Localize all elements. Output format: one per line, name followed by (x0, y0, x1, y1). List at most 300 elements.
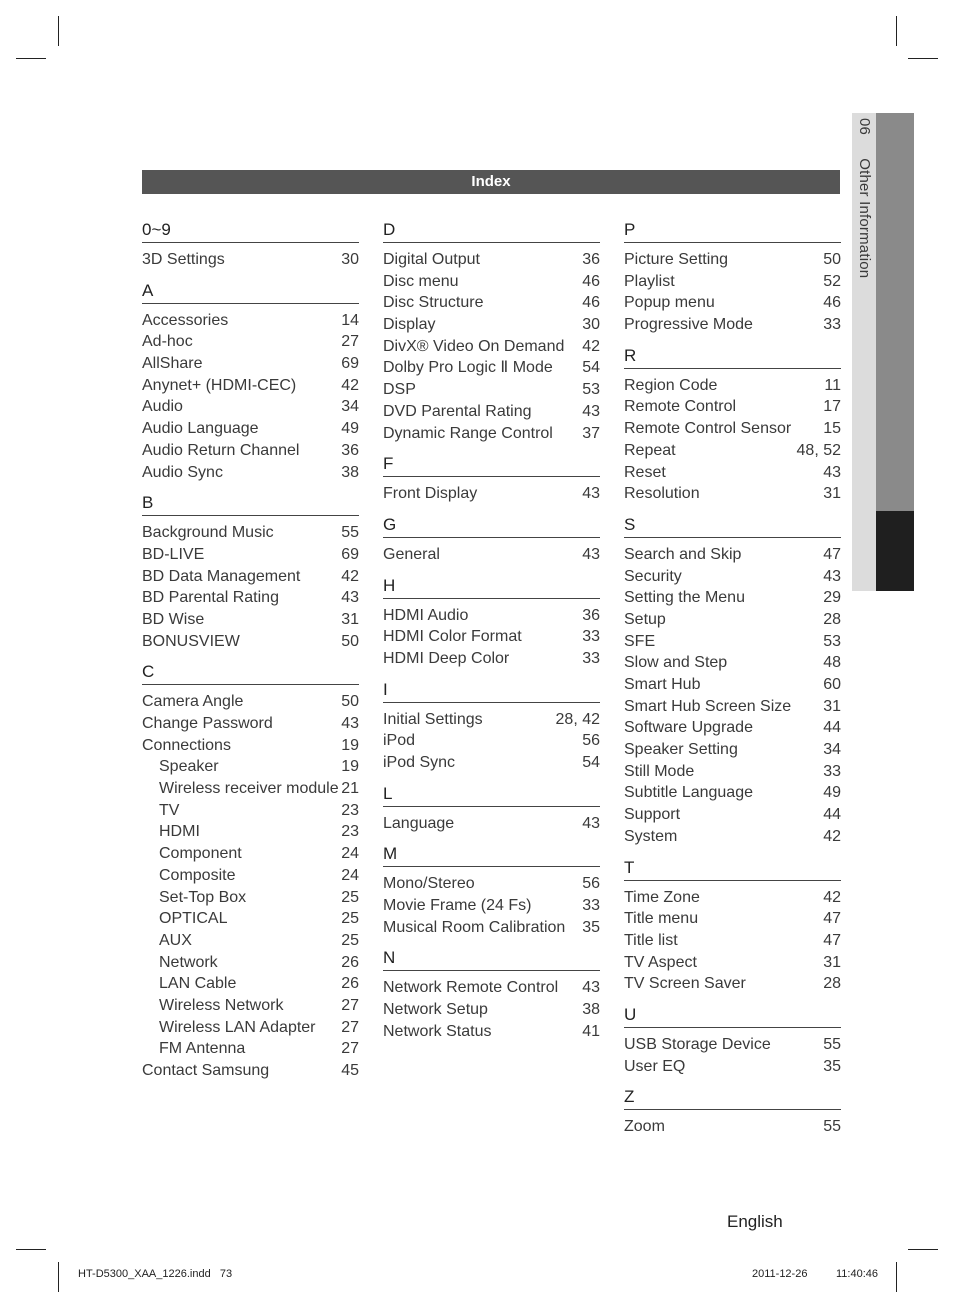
entry-term: Still Mode (624, 762, 695, 780)
entry-page-number: 43 (582, 485, 600, 503)
index-entry (624, 544, 841, 566)
entry-term: Network Remote Control (383, 979, 559, 997)
index-entry (383, 917, 600, 939)
entry-term: DivX® Video On Demand (383, 337, 565, 355)
footer-time: 11:40:46 (836, 1268, 879, 1280)
entry-page-number: 23 (341, 801, 359, 819)
crop-mark (58, 16, 59, 46)
index-section (624, 856, 841, 995)
entry-page-number: 50 (341, 693, 359, 711)
section-letter: B (142, 491, 359, 516)
index-entry (142, 396, 359, 418)
entry-page-number: 42 (582, 337, 600, 355)
entry-page-number: 46 (823, 294, 841, 312)
entry-page-number: 56 (582, 732, 600, 750)
entry-term: Audio Return Channel (142, 441, 300, 459)
entry-term: USB Storage Device (624, 1035, 771, 1053)
index-entry (142, 375, 359, 397)
entry-term: Search and Skip (624, 545, 742, 563)
entry-term: Anynet+ (HDMI-CEC) (142, 376, 297, 394)
entry-term: Set-Top Box (159, 888, 247, 906)
entry-page-number: 37 (582, 424, 600, 442)
index-entry (142, 587, 359, 609)
index-section (383, 452, 600, 505)
entry-term: Setting the Menu (624, 589, 745, 607)
entry-page-number: 24 (341, 845, 359, 863)
entry-term: AllShare (142, 355, 203, 373)
index-entry (142, 713, 359, 735)
index-section (624, 513, 841, 848)
index-entry (383, 271, 600, 293)
entry-page-number: 31 (823, 697, 841, 715)
index-header-bar (142, 170, 840, 194)
entry-page-number: 31 (823, 485, 841, 503)
entry-page-number: 30 (582, 316, 600, 334)
entry-page-number: 29 (823, 589, 841, 607)
entry-page-number: 42 (341, 567, 359, 585)
index-entry (624, 973, 841, 995)
entry-term: Smart Hub Screen Size (624, 697, 792, 715)
entry-term: Time Zone (624, 888, 700, 906)
index-section (383, 678, 600, 774)
entry-page-number: 42 (823, 827, 841, 845)
entry-page-number: 48, 52 (796, 441, 841, 459)
entry-page-number: 43 (341, 589, 359, 607)
entry-page-number: 43 (582, 814, 600, 832)
index-entry (142, 609, 359, 631)
section-letter: I (383, 678, 600, 703)
section-letter: G (383, 513, 600, 538)
entry-page-number: 27 (341, 333, 359, 351)
entry-term: Setup (624, 610, 666, 628)
entry-page-number: 17 (823, 398, 841, 416)
index-entry (383, 813, 600, 835)
entry-term: User EQ (624, 1057, 686, 1075)
section-letter: 0~9 (142, 218, 359, 243)
section-letter: Z (624, 1085, 841, 1110)
index-entry (624, 739, 841, 761)
section-letter: M (383, 842, 600, 867)
entry-term: Disc menu (383, 272, 459, 290)
entry-term: BONUSVIEW (142, 632, 240, 650)
chapter-number: 06 (856, 118, 873, 136)
entry-term: Dynamic Range Control (383, 424, 553, 442)
index-entry (383, 379, 600, 401)
index-subentry (142, 887, 359, 909)
entry-page-number: 49 (823, 784, 841, 802)
section-letter: D (383, 218, 600, 243)
index-entry (383, 626, 600, 648)
entry-page-number: 47 (823, 545, 841, 563)
index-entry (624, 952, 841, 974)
entry-term: Wireless LAN Adapter (159, 1018, 316, 1036)
entry-page-number: 46 (582, 294, 600, 312)
index-entry (624, 717, 841, 739)
entry-page-number: 69 (341, 355, 359, 373)
index-entry (383, 423, 600, 445)
entry-page-number: 54 (582, 359, 600, 377)
entry-page-number: 33 (582, 628, 600, 646)
section-letter: U (624, 1003, 841, 1028)
entry-page-number: 36 (582, 606, 600, 624)
entry-page-number: 53 (582, 381, 600, 399)
index-entry (624, 418, 841, 440)
entry-term: General (383, 545, 440, 563)
entry-term: Support (624, 806, 681, 824)
entry-term: Disc Structure (383, 294, 484, 312)
crop-mark (896, 16, 897, 46)
index-section (142, 491, 359, 652)
entry-page-number: 11 (824, 376, 841, 394)
entry-term: BD Parental Rating (142, 589, 279, 607)
entry-term: Title list (624, 931, 678, 949)
index-section (624, 218, 841, 336)
entry-term: Network (159, 953, 218, 971)
entry-page-number: 26 (341, 953, 359, 971)
entry-term: DSP (383, 381, 416, 399)
entry-page-number: 53 (823, 632, 841, 650)
index-entry (383, 873, 600, 895)
index-entry (624, 696, 841, 718)
entry-page-number: 27 (341, 996, 359, 1014)
index-entry (624, 1056, 841, 1078)
section-letter: P (624, 218, 841, 243)
index-entry (142, 310, 359, 332)
entry-term: BD Data Management (142, 567, 301, 585)
index-entry (624, 804, 841, 826)
entry-term: OPTICAL (159, 910, 228, 928)
entry-term: Smart Hub (624, 676, 701, 693)
entry-term: AUX (159, 931, 192, 949)
index-entry (142, 462, 359, 484)
entry-term: Wireless Network (159, 996, 284, 1014)
entry-page-number: 30 (341, 251, 359, 268)
entry-page-number: 55 (823, 1035, 841, 1053)
entry-page-number: 36 (582, 251, 600, 268)
index-subentry (142, 952, 359, 974)
entry-term: Security (624, 567, 682, 585)
section-letter: A (142, 279, 359, 304)
index-entry (383, 1021, 600, 1043)
index-entry (383, 483, 600, 505)
index-entry (624, 462, 841, 484)
crop-mark (896, 1262, 897, 1292)
crop-mark (908, 1249, 938, 1250)
entry-term: TV Aspect (624, 953, 697, 971)
entry-term: HDMI Deep Color (383, 649, 510, 667)
entry-page-number: 42 (341, 376, 359, 394)
index-entry (624, 782, 841, 804)
section-letter: L (383, 782, 600, 807)
entry-term: Ad-hoc (142, 333, 193, 351)
index-entry (624, 887, 841, 909)
index-entry (383, 648, 600, 670)
entry-term: Zoom (624, 1118, 665, 1136)
index-section (383, 218, 600, 444)
index-column-1 (142, 218, 359, 1090)
entry-term: Speaker Setting (624, 741, 738, 759)
index-entry (624, 375, 841, 397)
index-entry (624, 249, 841, 271)
entry-page-number: 43 (582, 402, 600, 420)
entry-page-number: 33 (582, 649, 600, 667)
entry-page-number: 36 (341, 441, 359, 459)
index-subentry (142, 821, 359, 843)
entry-page-number: 28, 42 (555, 710, 600, 728)
index-entry (142, 331, 359, 353)
entry-term: SFE (624, 632, 656, 650)
crop-mark (58, 1262, 59, 1292)
entry-term: Slow and Step (624, 654, 728, 672)
entry-term: Remote Control (624, 398, 737, 416)
entry-page-number: 69 (341, 545, 359, 563)
index-entry (142, 566, 359, 588)
entry-page-number: 60 (823, 676, 841, 693)
entry-page-number: 31 (823, 953, 841, 971)
footer-date: 2011-12-26 (752, 1268, 808, 1280)
entry-term: Display (383, 316, 436, 334)
entry-term: iPod (383, 732, 416, 750)
entry-term: Change Password (142, 715, 273, 732)
entry-page-number: 43 (823, 463, 841, 481)
entry-term: Initial Settings (383, 710, 483, 728)
entry-term: Picture Setting (624, 251, 729, 268)
entry-term: Composite (159, 866, 236, 884)
entry-page-number: 21 (341, 780, 359, 798)
index-entry (383, 249, 600, 271)
index-subentry (142, 1017, 359, 1039)
chapter-tab-marker (876, 511, 914, 591)
index-entry (624, 314, 841, 336)
index-entry (142, 440, 359, 462)
index-entry (624, 587, 841, 609)
index-entry (624, 761, 841, 783)
index-entry (624, 566, 841, 588)
index-section (142, 218, 359, 271)
entry-term: BD Wise (142, 610, 205, 628)
chapter-tab-bar (876, 113, 914, 511)
entry-page-number: 25 (341, 910, 359, 928)
entry-term: Network Setup (383, 1001, 488, 1019)
entry-term: Remote Control Sensor (624, 420, 792, 438)
index-entry (624, 609, 841, 631)
index-section (142, 279, 359, 484)
entry-page-number: 41 (582, 1022, 600, 1040)
index-entry (142, 418, 359, 440)
entry-term: Speaker (159, 758, 219, 776)
index-entry (624, 271, 841, 293)
index-entry (383, 895, 600, 917)
index-entry (383, 730, 600, 752)
index-section (383, 574, 600, 670)
index-section (624, 1003, 841, 1077)
entry-term: Title menu (624, 910, 699, 928)
index-entry (383, 977, 600, 999)
entry-term: Musical Room Calibration (383, 918, 566, 936)
entry-page-number: 47 (823, 931, 841, 949)
entry-term: Popup menu (624, 294, 715, 312)
index-entry (624, 930, 841, 952)
entry-page-number: 43 (582, 545, 600, 563)
index-entry (624, 292, 841, 314)
entry-term: Software Upgrade (624, 719, 753, 737)
entry-page-number: 43 (823, 567, 841, 585)
index-section (624, 344, 841, 505)
entry-term: HDMI Audio (383, 606, 469, 624)
entry-term: HDMI (159, 823, 200, 841)
index-entry (383, 336, 600, 358)
entry-term: Audio Sync (142, 463, 223, 481)
index-entry (624, 1034, 841, 1056)
index-entry (624, 652, 841, 674)
entry-page-number: 56 (582, 875, 600, 893)
entry-page-number: 47 (823, 910, 841, 928)
entry-term: Dolby Pro Logic Ⅱ Mode (383, 359, 553, 377)
section-letter: C (142, 660, 359, 685)
index-entry (383, 709, 600, 731)
index-entry (624, 826, 841, 848)
index-subentry (142, 973, 359, 995)
index-subentry (142, 756, 359, 778)
entry-term: System (624, 827, 678, 845)
index-entry (142, 544, 359, 566)
chapter-tab-label (852, 118, 876, 378)
entry-term: Repeat (624, 441, 676, 459)
index-entry (383, 357, 600, 379)
entry-term: BD-LIVE (142, 545, 205, 563)
index-entry (624, 1116, 841, 1138)
index-entry (624, 674, 841, 696)
index-subentry (142, 843, 359, 865)
entry-term: Wireless receiver module (159, 780, 339, 798)
entry-page-number: 50 (823, 251, 841, 268)
entry-page-number: 44 (823, 806, 841, 824)
entry-page-number: 55 (341, 524, 359, 542)
entry-page-number: 35 (823, 1057, 841, 1075)
index-subentry (142, 800, 359, 822)
index-entry (624, 440, 841, 462)
index-section (383, 782, 600, 835)
entry-term: Subtitle Language (624, 784, 753, 802)
entry-page-number: 33 (823, 316, 841, 334)
entry-page-number: 34 (823, 741, 841, 759)
index-entry (142, 691, 359, 713)
entry-term: Mono/Stereo (383, 875, 475, 893)
index-entry (624, 631, 841, 653)
entry-term: Background Music (142, 524, 274, 542)
entry-page-number: 33 (582, 897, 600, 915)
entry-page-number: 19 (341, 758, 359, 776)
entry-page-number: 31 (341, 610, 359, 628)
entry-term: Digital Output (383, 251, 480, 268)
entry-term: Component (159, 845, 242, 863)
entry-term: iPod Sync (383, 754, 456, 771)
entry-term: Audio (142, 398, 183, 416)
footer-language: English (727, 1212, 783, 1231)
entry-term: Network Status (383, 1022, 492, 1040)
index-entry (383, 605, 600, 627)
section-letter: R (624, 344, 841, 369)
entry-term: TV Screen Saver (624, 975, 746, 993)
crop-mark (16, 58, 46, 59)
index-section (142, 660, 359, 1081)
index-entry (142, 353, 359, 375)
entry-page-number: 54 (582, 754, 600, 771)
entry-page-number: 25 (341, 931, 359, 949)
entry-term: Front Display (383, 485, 478, 503)
entry-page-number: 26 (341, 975, 359, 993)
index-section (383, 513, 600, 566)
entry-page-number: 15 (823, 420, 841, 438)
entry-term: Contact Samsung (142, 1062, 270, 1079)
section-letter: H (383, 574, 600, 599)
entry-page-number: 38 (341, 463, 359, 481)
index-entry (383, 999, 600, 1021)
entry-term: Region Code (624, 376, 718, 394)
entry-page-number: 28 (823, 975, 841, 993)
entry-page-number: 49 (341, 420, 359, 438)
index-entry (624, 908, 841, 930)
entry-term: Accessories (142, 311, 229, 329)
index-entry (383, 314, 600, 336)
index-subentry (142, 1038, 359, 1060)
entry-page-number: 27 (341, 1040, 359, 1058)
entry-page-number: 43 (582, 979, 600, 997)
entry-page-number: 44 (823, 719, 841, 737)
entry-page-number: 50 (341, 632, 359, 650)
entry-page-number: 23 (341, 823, 359, 841)
entry-term: DVD Parental Rating (383, 402, 532, 420)
entry-term: Movie Frame (24 Fs) (383, 897, 532, 915)
index-column-3 (624, 218, 841, 1146)
entry-term: TV (159, 801, 180, 819)
entry-page-number: 38 (582, 1001, 600, 1019)
index-entry (142, 631, 359, 653)
index-section (383, 842, 600, 938)
entry-term: 3D Settings (142, 251, 225, 268)
index-entry (383, 752, 600, 774)
index-entry (142, 1060, 359, 1082)
section-letter: S (624, 513, 841, 538)
index-subentry (142, 865, 359, 887)
entry-term: Resolution (624, 485, 700, 503)
entry-term: FM Antenna (159, 1040, 246, 1058)
index-entry (624, 483, 841, 505)
entry-page-number: 48 (823, 654, 841, 672)
index-section (383, 946, 600, 1042)
section-letter: N (383, 946, 600, 971)
entry-term: Playlist (624, 272, 675, 290)
index-subentry (142, 995, 359, 1017)
entry-page-number: 28 (823, 610, 841, 628)
entry-page-number: 14 (341, 311, 359, 329)
entry-term: Progressive Mode (624, 316, 753, 334)
entry-page-number: 33 (823, 762, 841, 780)
entry-page-number: 19 (341, 736, 359, 754)
entry-term: Camera Angle (142, 693, 244, 711)
page-title: Index (471, 173, 511, 190)
entry-term: Connections (142, 736, 231, 754)
index-entry (383, 544, 600, 566)
index-entry (383, 292, 600, 314)
index-column-2 (383, 218, 600, 1051)
entry-page-number: 35 (582, 918, 600, 936)
entry-page-number: 45 (341, 1062, 359, 1079)
entry-term: Reset (624, 463, 666, 481)
entry-page-number: 55 (823, 1118, 841, 1136)
entry-page-number: 52 (823, 272, 841, 290)
index-subentry (142, 930, 359, 952)
